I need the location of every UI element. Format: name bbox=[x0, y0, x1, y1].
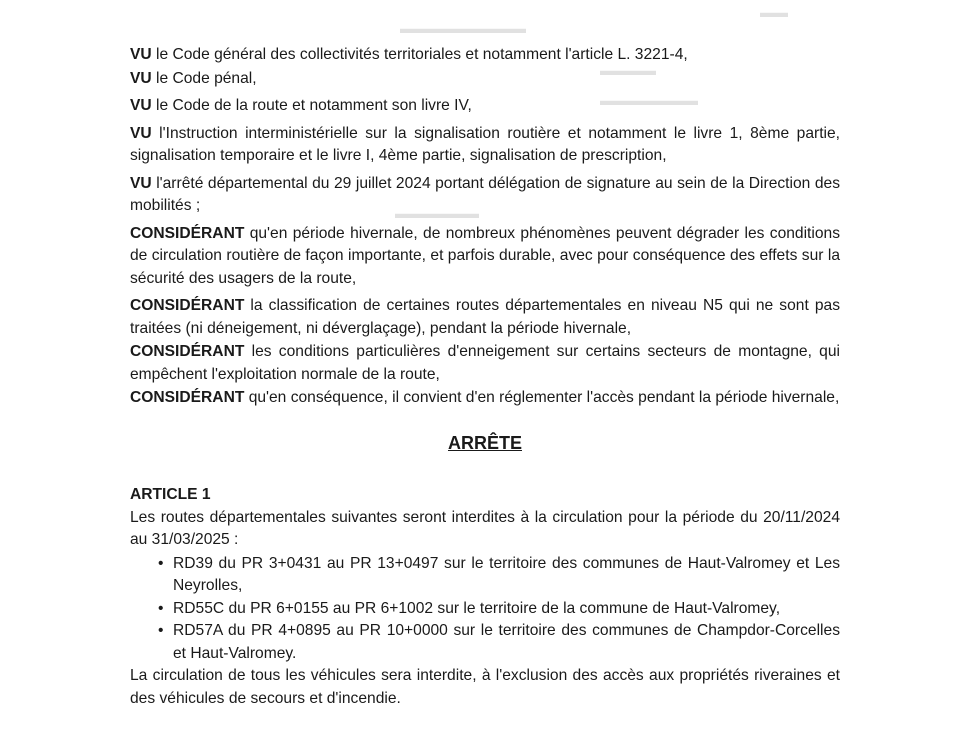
considerant-keyword: CONSIDÉRANT bbox=[130, 343, 245, 360]
considerant-text: qu'en période hivernale, de nombreux phénomènes peuvent dégrader les conditions de circulation routière de façon importante, et parfois durable, avec pour conséquence des effets sur la sécurité des usagers de la route, bbox=[130, 224, 840, 287]
visa-paragraph bbox=[130, 68, 840, 91]
article-closing: La circulation de tous les véhicules sera interdite, à l'exclusion des accès aux propriétés riveraines et des véhicules de secours et d'incendie. bbox=[130, 667, 840, 707]
visa-keyword: VU bbox=[130, 97, 152, 114]
visa-text: l'Instruction interministérielle sur la signalisation routière et notamment le livre 1, 8ème partie, signalisation temporaire et le livre I, 4ème partie, signalisation de prescription, bbox=[130, 124, 840, 164]
article-1 bbox=[130, 484, 840, 710]
visa-paragraph bbox=[130, 95, 840, 118]
visa-text: le Code de la route et notamment son livre IV, bbox=[151, 97, 472, 114]
bullet-icon: • bbox=[158, 622, 164, 639]
road-text: RD57A du PR 4+0895 au PR 10+0000 sur le territoire des communes de Champdor-Corcelles et Haut-Valromey. bbox=[173, 622, 840, 662]
road-text: RD39 du PR 3+0431 au PR 13+0497 sur le territoire des communes de Haut-Valromey et Les Neyrolles, bbox=[173, 554, 840, 594]
road-list bbox=[130, 553, 840, 666]
considerant-text: les conditions particulières d'enneigement sur certains secteurs de montagne, qui empêchent l'exploitation normale de la route, bbox=[130, 343, 840, 383]
visa-paragraph bbox=[130, 123, 840, 168]
visa-keyword: VU bbox=[130, 46, 152, 63]
visa-paragraph bbox=[130, 44, 840, 67]
bullet-icon: • bbox=[158, 554, 164, 572]
visa-paragraph bbox=[130, 173, 840, 218]
considerant-paragraph bbox=[130, 387, 840, 410]
road-list-item bbox=[158, 620, 840, 665]
visa-keyword: VU bbox=[130, 174, 152, 192]
show-through-mark: ▬▬▬▬ bbox=[600, 62, 656, 78]
visa-text: le Code général des collectivités territoriales et notamment l'article L. 3221-4, bbox=[151, 46, 688, 63]
considerant-text: qu'en conséquence, il convient d'en réglementer l'accès pendant la période hivernale, bbox=[244, 389, 840, 406]
considerant-keyword: CONSIDÉRANT bbox=[130, 297, 245, 314]
considerant-keyword: CONSIDÉRANT bbox=[130, 389, 245, 406]
article-title: ARTICLE 1 bbox=[130, 486, 211, 503]
considerant-paragraph bbox=[130, 223, 840, 291]
road-text: RD55C du PR 6+0155 au PR 6+1002 sur le territoire de la commune de Haut-Valromey, bbox=[173, 599, 781, 617]
show-through-mark: ▬▬▬▬▬▬ bbox=[395, 205, 479, 221]
visa-keyword: VU bbox=[130, 69, 152, 87]
visa-text: le Code pénal, bbox=[151, 69, 257, 87]
considerant-paragraph bbox=[130, 295, 840, 340]
article-intro: Les routes départementales suivantes seront interdites à la circulation pour la période du 20/11/2024 au 31/03/2025 : bbox=[130, 508, 840, 548]
visa-text: l'arrêté départemental du 29 juillet 2024 portant délégation de signature au sein de la Direction des mobilités ; bbox=[130, 174, 840, 214]
considerant-keyword: CONSIDÉRANT bbox=[130, 224, 245, 242]
road-list-item bbox=[158, 598, 840, 621]
bullet-icon: • bbox=[158, 599, 164, 617]
show-through-mark: ▬▬ bbox=[760, 4, 788, 20]
road-list-item bbox=[158, 553, 840, 598]
show-through-mark: ▬▬▬▬▬▬▬ bbox=[600, 92, 698, 108]
document-body bbox=[130, 44, 840, 711]
decision-title: ARRÊTE bbox=[447, 432, 522, 453]
considerant-paragraph bbox=[130, 341, 840, 386]
visas-section bbox=[130, 44, 840, 218]
visa-keyword: VU bbox=[130, 124, 152, 142]
considerants-section bbox=[130, 223, 840, 410]
show-through-mark: ▬▬▬▬▬▬▬▬▬ bbox=[400, 20, 526, 36]
considerant-text: la classification de certaines routes départementales en niveau N5 qui ne sont pas traitées (ni déneigement, ni déverglaçage), pendant la période hivernale, bbox=[130, 297, 840, 337]
